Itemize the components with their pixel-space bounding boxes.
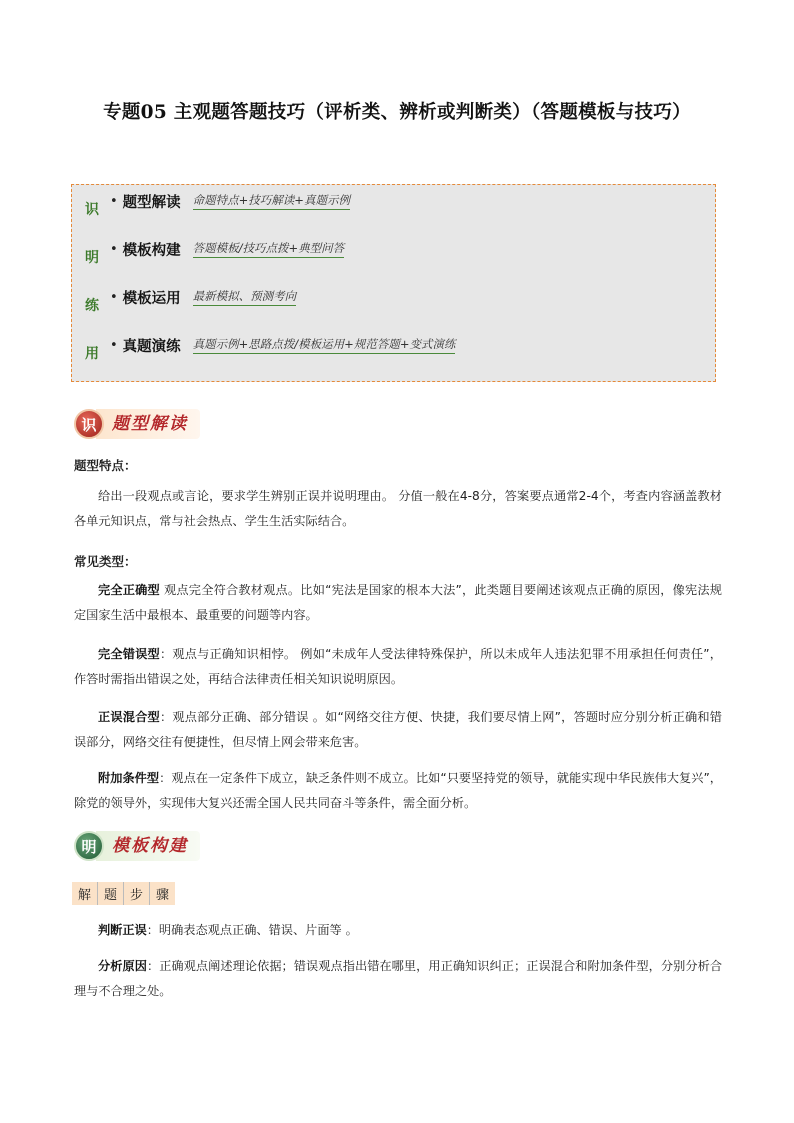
section-badge-icon: 识 — [74, 409, 104, 439]
step-text: ：正确观点阐述理论依据；错误观点指出错在哪里，用正确知识纠正；正误混合和附加条件型，分别分析合理与不合理之处。 — [74, 959, 723, 998]
section-badge-icon: 明 — [74, 831, 104, 861]
overview-item — [110, 238, 344, 260]
type-lead: 完全错误型 — [98, 647, 160, 661]
overview-item — [110, 286, 296, 308]
overview-item — [110, 334, 455, 356]
overview-item-desc: 答题模板/技巧点拨+典型问答 — [193, 240, 345, 258]
features-paragraph: 给出一段观点或言论，要求学生辨别正误并说明理由。 分值一般在4-8分，答案要点通常2-4个，考查内容涵盖教材各单元知识点，常与社会热点、学生生活实际结合。 — [74, 489, 722, 528]
overview-item-desc: 最新模拟、预测考向 — [193, 288, 297, 306]
overview-box — [71, 184, 716, 382]
section-banner-template-building — [74, 829, 200, 863]
section-banner-type-interpretation — [74, 407, 200, 441]
step-char: 题 — [98, 882, 124, 905]
side-char-4: 用 — [85, 346, 99, 362]
overview-item-label: 题型解读 — [122, 194, 181, 211]
side-char-2: 明 — [85, 250, 99, 266]
bullet-icon: • — [110, 241, 118, 257]
overview-item-label: 真题演练 — [122, 338, 181, 355]
type-text: ：观点与正确知识相悖。 例如“未成年人受法律特殊保护，所以未成年人违法犯罪不用承担任何责任”，作答时需指出错误之处，再结合法律责任相关知识说明原因。 — [74, 647, 722, 686]
side-char-1: 识 — [85, 202, 99, 218]
type-paragraph — [74, 766, 722, 816]
step-paragraph — [74, 954, 722, 1004]
features-heading: 题型特点： — [74, 458, 137, 473]
step-paragraph — [74, 918, 722, 943]
overview-item-desc: 命题特点+技巧解读+真题示例 — [193, 192, 350, 210]
step-text: ：明确表态观点正确、错误、片面等 。 — [146, 923, 358, 937]
overview-item-label: 模板构建 — [122, 242, 181, 259]
bullet-icon: • — [110, 193, 118, 209]
type-paragraph — [74, 578, 722, 628]
bullet-icon: • — [110, 337, 118, 353]
step-char: 解 — [72, 882, 98, 905]
type-lead: 完全正确型 — [98, 583, 160, 597]
type-paragraph — [74, 705, 722, 755]
step-lead: 分析原因 — [98, 959, 147, 973]
overview-item-desc: 真题示例+思路点拨/模板运用+规范答题+变式演练 — [193, 336, 456, 354]
side-char-3: 练 — [85, 298, 99, 314]
bullet-icon: • — [110, 289, 118, 305]
type-text: 观点完全符合教材观点。比如“宪法是国家的根本大法”，此类题目要阐述该观点正确的原因，像宪法规定国家生活中最根本、最重要的问题等内容。 — [74, 583, 722, 622]
page-title: 专题05 主观题答题技巧（评析类、辨析或判断类）（答题模板与技巧） — [103, 102, 691, 123]
step-lead: 判断正误 — [98, 923, 147, 937]
type-paragraph — [74, 642, 722, 692]
type-text: ：观点在一定条件下成立，缺乏条件则不成立。比如“只要坚持党的领导，就能实现中华民族伟大复兴”，除党的领导外，实现伟大复兴还需全国人民共同奋斗等条件，需全面分析。 — [74, 771, 722, 810]
types-heading: 常见类型： — [74, 554, 137, 569]
solution-steps-tag — [72, 882, 175, 905]
overview-item-label: 模板运用 — [122, 290, 181, 307]
overview-item — [110, 190, 350, 212]
type-text: ：观点部分正确、部分错误 。如“网络交往方便、快捷，我们要尽情上网”，答题时应分别分析正确和错误部分，网络交往有便捷性，但尽情上网会带来危害。 — [74, 710, 722, 749]
section-title: 题型解读 — [96, 409, 200, 439]
step-char: 步 — [124, 882, 150, 905]
section-title: 模板构建 — [96, 831, 200, 861]
type-lead: 附加条件型 — [98, 771, 160, 785]
step-char: 骤 — [150, 882, 175, 905]
type-lead: 正误混合型 — [98, 710, 160, 724]
